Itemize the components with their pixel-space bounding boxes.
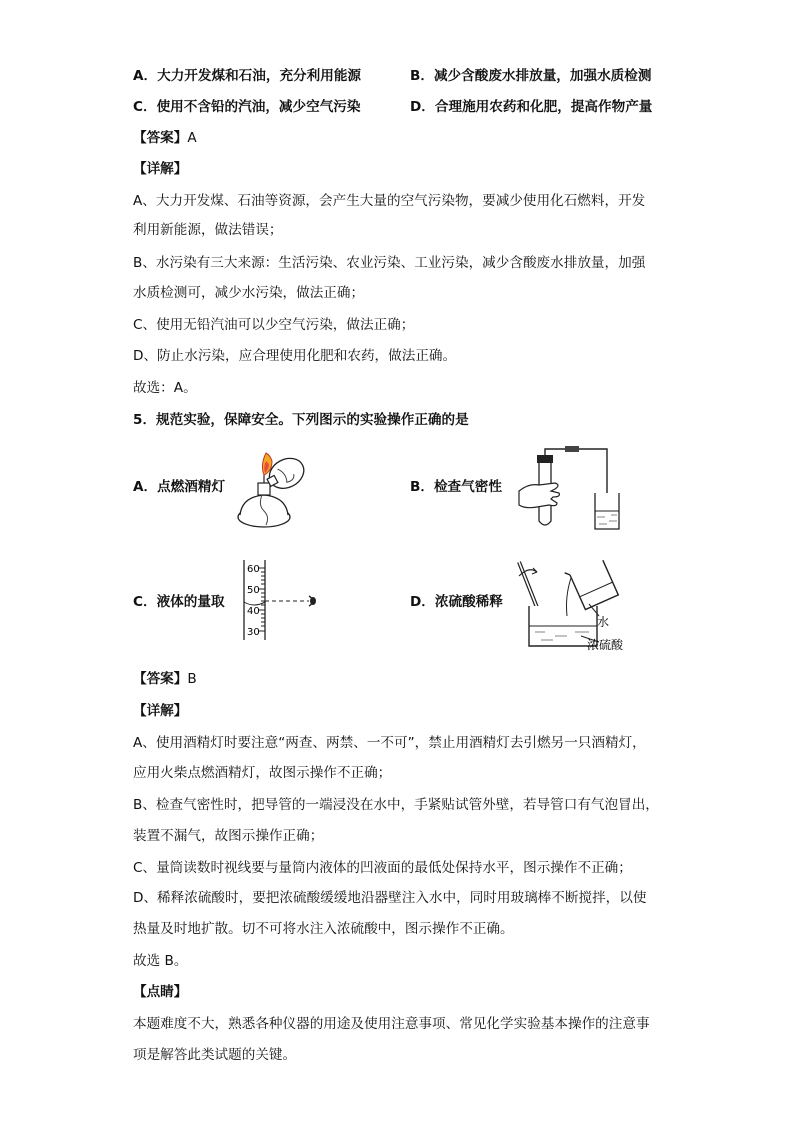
q5-detail-line: A、使用酒精灯时要注意“两查、两禁、一不可”，禁止用酒精灯去引燃另一只酒精灯， (133, 735, 646, 751)
q5-detail-label: 【详解】 (133, 703, 188, 719)
q5-detail-line: B、检查气密性时，把导管的一端浸没在水中，手紧贴试管外壁，若导管口有气泡冒出， (133, 797, 659, 813)
q4-answer (133, 128, 197, 148)
cylinder-tick-label: 40 (247, 606, 260, 617)
q5-detail-line: D、稀释浓硫酸时，要把浓硫酸缓缓地沿器壁注入水中，同时用玻璃棒不断搅拌，以使 (133, 890, 647, 906)
q5-stem: 5．规范实验，保障安全。下列图示的实验操作正确的是 (133, 412, 469, 428)
q5-detail-line: 热量及时地扩散。切不可将水注入浓硫酸中，图示操作不正确。 (133, 921, 514, 937)
q5-comment-line: 本题难度不大，熟悉各种仪器的用途及使用注意事项、常见化学实验基本操作的注意事 (133, 1016, 650, 1032)
q4-detail-line: B、水污染有三大来源：生活污染、农业污染、工业污染，减少含酸废水排放量，加强 (133, 255, 646, 271)
q5-detail-line: 装置不漏气，故图示操作正确； (133, 828, 324, 844)
q4-detail-line: D、防止水污染，应合理使用化肥和农药，做法正确。 (133, 348, 457, 364)
answer-value: A (187, 130, 197, 146)
cylinder-tick-label: 50 (247, 585, 260, 596)
q5-option-a: A．点燃酒精灯 (133, 479, 226, 495)
q5-option-b: B．检查气密性 (410, 479, 502, 495)
answer-label: 【答案】 (133, 130, 188, 146)
q4-option-d: D．合理施用农药和化肥，提高作物产量 (410, 99, 653, 115)
q4-detail-label: 【详解】 (133, 161, 188, 177)
airtightness-figure (515, 445, 620, 533)
cylinder-reading-figure (241, 558, 323, 642)
alcohol-lamp-figure (232, 445, 314, 531)
q4-option-a: A．大力开发煤和石油，充分利用能源 (133, 68, 362, 84)
q4-detail-line: 故选：A。 (133, 380, 197, 396)
cylinder-tick-label: 60 (247, 564, 260, 575)
water-label: 水 (597, 615, 610, 629)
eye-icon (310, 597, 316, 605)
q4-detail-line: 水质检测可，减少水污染，做法正确； (133, 285, 365, 301)
acid-label: 浓硫酸 (587, 638, 624, 652)
q5-detail-line: 故选 B。 (133, 953, 188, 969)
q5-detail-line: C、量筒读数时视线要与量筒内液体的凹液面的最低处保持水平，图示操作不正确； (133, 860, 632, 876)
cylinder-tick-label: 30 (247, 627, 260, 638)
q5-option-c: C．液体的量取 (133, 594, 225, 610)
q4-option-c: C．使用不含铅的汽油，减少空气污染 (133, 99, 361, 115)
answer-value: B (187, 671, 197, 687)
q4-detail-line: 利用新能源，做法错误； (133, 222, 283, 238)
q5-option-d: D．浓硫酸稀释 (410, 594, 503, 610)
q5-detail-line: 应用火柴点燃酒精灯，故图示操作不正确； (133, 765, 392, 781)
acid-dilution-figure (515, 556, 645, 652)
q4-detail-line: A、大力开发煤、石油等资源，会产生大量的空气污染物，要减少使用化石燃料，开发 (133, 193, 646, 209)
answer-label: 【答案】 (133, 671, 188, 687)
q4-option-b: B．减少含酸废水排放量，加强水质检测 (410, 68, 652, 84)
q5-comment-label: 【点睛】 (133, 984, 188, 1000)
q5-answer (133, 669, 197, 689)
q4-detail-line: C、使用无铅汽油可以少空气污染，做法正确； (133, 317, 415, 333)
q5-comment-line: 项是解答此类试题的关键。 (133, 1047, 297, 1063)
